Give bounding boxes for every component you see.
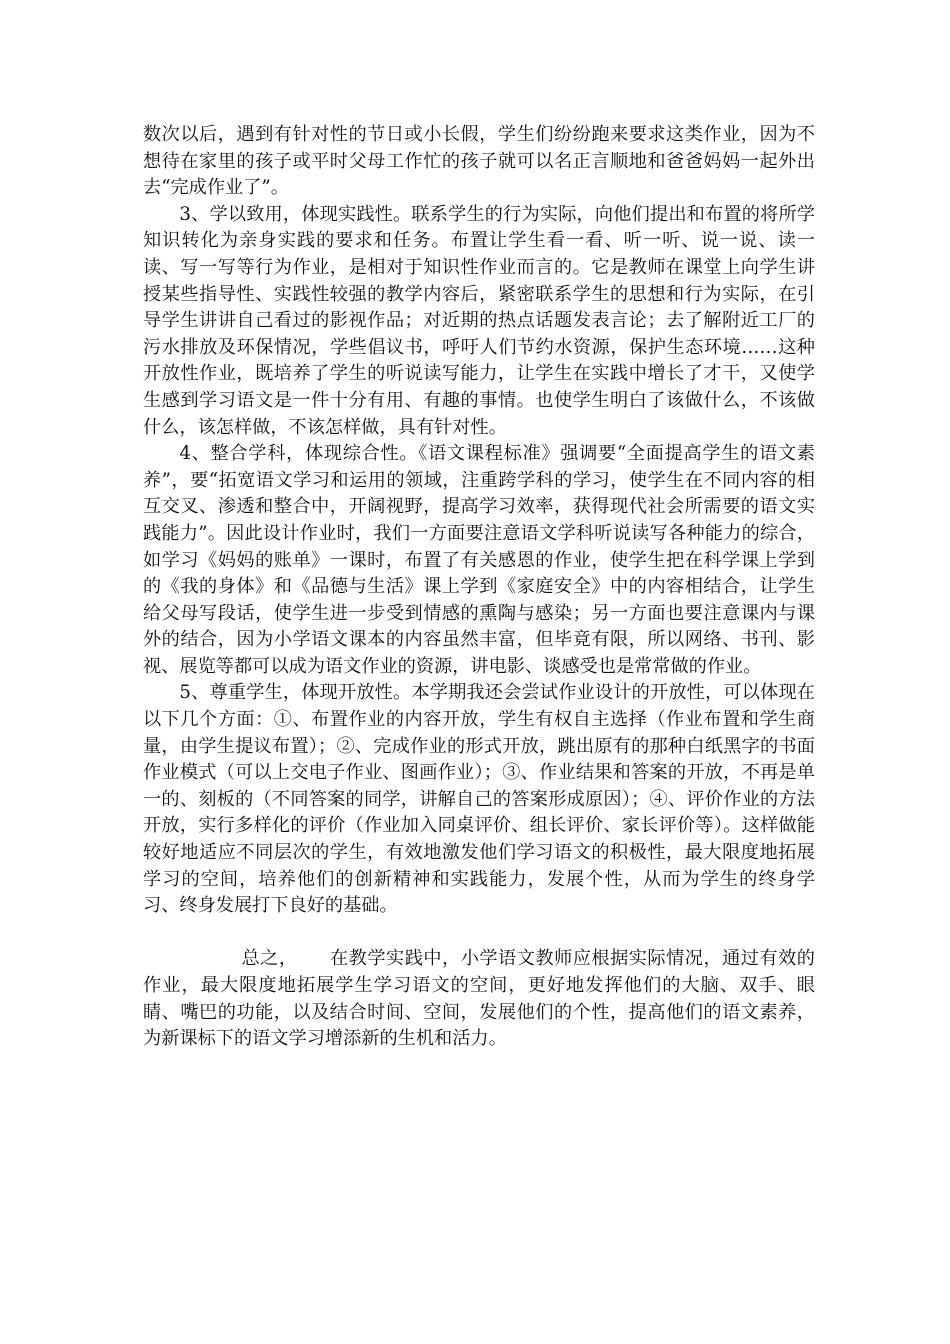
conclusion-body: 在教学实践中，小学语文教师应根据实际情况，通过有效的作业，最大限度地拓展学生学习语文的空间，更好地发挥他们的大脑、双手、眼睛、嘴巴的功能，以及结合时间、空间，发展他们的个性，提高他们的语文素养，为新课标下的语文学习增添新的生机和活力。: [143, 948, 815, 1050]
conclusion-lead: 总之，: [241, 948, 298, 970]
paragraph-spacer: [143, 920, 815, 947]
paragraph-conclusion: [143, 946, 815, 1052]
paragraph-practicality: 3、学以致用，体现实践性。联系学生的行为实际，向他们提出和布置的将所学知识转化为亲身实践的要求和任务。布置让学生看一看、听一听、说一说、读一读、写一写等行为作业，是相对于知识性作业而言的。它是教师在课堂上向学生讲授某些指导性、实践性较强的教学内容后，紧密联系学生的思想和行为实际，在引导学生讲讲自己看过的影视作品；对近期的热点话题发表言论；去了解附近工厂的污水排放及环保情况，学些倡议书，呼吁人们节约水资源，保护生态环境……这种开放性作业，既培养了学生的听说读写能力，让学生在实践中增长了才干，又使学生感到学习语文是一件十分有用、有趣的事情。也使学生明白了该做什么，不该做什么，该怎样做，不该怎样做，具有针对性。: [143, 203, 815, 438]
paragraph-continuation: 数次以后，遇到有针对性的节日或小长假，学生们纷纷跑来要求这类作业，因为不想待在家里的孩子或平时父母工作忙的孩子就可以名正言顺地和爸爸妈妈一起外出去“完成作业了”。: [143, 124, 815, 199]
paragraph-openness: 5、尊重学生，体现开放性。本学期我还会尝试作业设计的开放性，可以体现在以下几个方面：①、布置作业的内容开放，学生有权自主选择（作业布置和学生商量，由学生提议布置）；②、完成作业的形式开放，跳出原有的那种白纸黑字的书面作业模式（可以上交电子作业、图画作业）；③、作业结果和答案的开放，不再是单一的、刻板的（不同答案的同学，讲解自己的答案形成原因）；④、评价作业的方法开放，实行多样化的评价（作业加入同桌评价、组长评价、家长评价等）。这样做能较好地适应不同层次的学生，有效地激发他们学习语文的积极性，最大限度地拓展学习的空间，培养他们的创新精神和实践能力，发展个性，从而为学生的终身学习、终身发展打下良好的基础。: [143, 682, 815, 917]
paragraph-integration: 4、整合学科，体现综合性。《语文课程标准》强调要“全面提高学生的语文素养”，要“拓宽语文学习和运用的领域，注重跨学科的学习，使学生在不同内容的相互交叉、渗透和整合中，开阔视野，提高学习效率，获得现代社会所需要的语文实践能力”。因此设计作业时，我们一方面要注意语文学科听说读写各种能力的综合，如学习《妈妈的账单》一课时，布置了有关感恩的作业，使学生把在科学课上学到的《我的身体》和《品德与生活》课上学到《家庭安全》中的内容相结合，让学生给父母写段话，使学生进一步受到情感的熏陶与感染；另一方面也要注意课内与课外的结合，因为小学语文课本的内容虽然丰富，但毕竟有限，所以网络、书刊、影视、展览等都可以成为语文作业的资源，讲电影、谈感受也是常常做的作业。: [143, 443, 815, 677]
document-body: [143, 122, 815, 1053]
